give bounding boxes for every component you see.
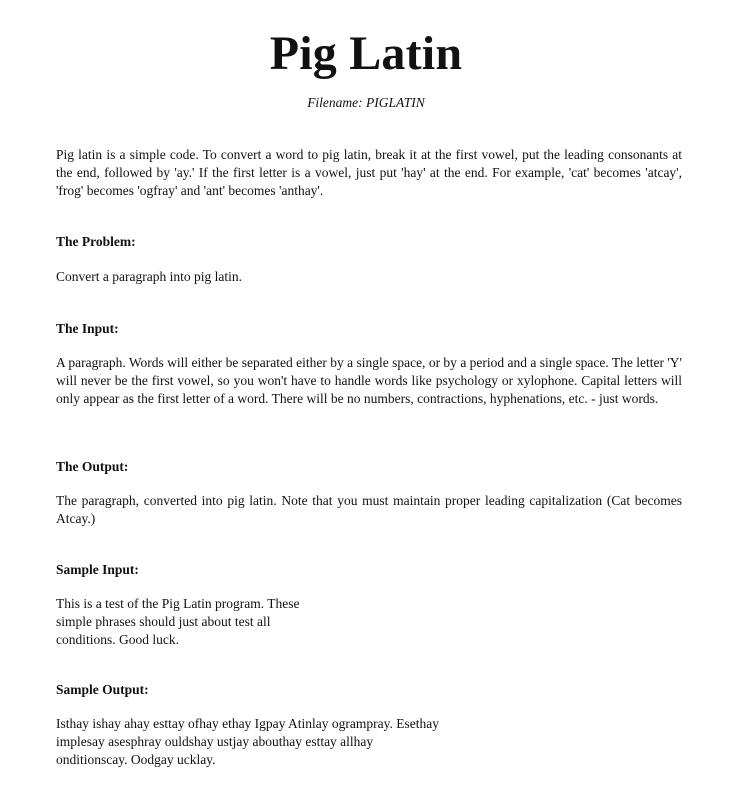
problem-heading: The Problem: bbox=[56, 234, 136, 249]
sample-input-block bbox=[56, 595, 682, 649]
sample-output-block bbox=[56, 715, 682, 769]
page-title: Pig Latin bbox=[269, 27, 463, 80]
input-heading: The Input: bbox=[56, 321, 119, 336]
input-body: A paragraph. Words will either be separated either by a single space, or by a period and a single space. The letter 'Y' will never be the first vowel, so you won't have to handle words like psychology or xylophone. Capital letters will only appear as the first letter of a word. There will be no numbers, contractions, hyphenations, etc. - just words. bbox=[56, 355, 682, 406]
output-heading: The Output: bbox=[56, 459, 129, 474]
sample-input-line: This is a test of the Pig Latin program. These bbox=[56, 596, 300, 611]
intro-paragraph: Pig latin is a simple code. To convert a word to pig latin, break it at the first vowel, put the leading consonants at the end, followed by 'ay.' If the first letter is a vowel, just put 'hay' at the end. For example, 'cat' becomes 'atcay', 'frog' becomes 'ogfray' and 'ant' becomes 'anthay'. bbox=[56, 147, 682, 198]
sample-output-line: onditionscay. Oodgay ucklay. bbox=[56, 752, 216, 767]
sample-output-line: Isthay ishay ahay esttay ofhay ethay Igpay Atinlay ogrampray. Esethay bbox=[56, 716, 440, 731]
sample-input-heading: Sample Input: bbox=[56, 562, 139, 577]
sample-output-line: implesay asesphray ouldshay ustjay abouthay esttay allhay bbox=[56, 734, 374, 749]
sample-output-heading: Sample Output: bbox=[56, 682, 149, 697]
sample-input-line: simple phrases should just about test all bbox=[56, 614, 271, 629]
output-body: The paragraph, converted into pig latin. Note that you must maintain proper leading capitalization (Cat becomes Atcay.) bbox=[56, 493, 682, 526]
problem-body: Convert a paragraph into pig latin. bbox=[56, 269, 242, 284]
filename-label: Filename: PIGLATIN bbox=[307, 95, 425, 110]
sample-input-line: conditions. Good luck. bbox=[56, 632, 179, 647]
